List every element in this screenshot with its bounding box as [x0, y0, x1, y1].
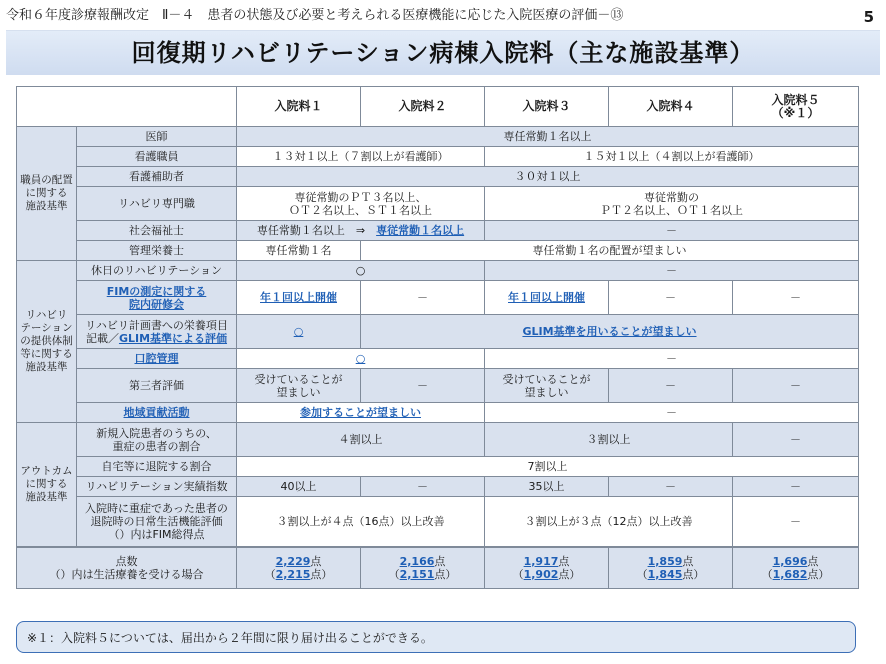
points-1-sub-unit: 点）	[310, 567, 333, 581]
social-12-text: 専任常勤１名以上 ⇒	[256, 224, 377, 237]
points-2-sub-unit: 点）	[434, 567, 457, 581]
label-points	[17, 547, 237, 589]
cell-severe-5: －	[733, 423, 859, 457]
cell-points-1	[237, 547, 361, 589]
label-community	[77, 403, 237, 423]
points-4-sub: 1,845	[647, 567, 683, 581]
plan-label-line1: リハビリ計画書への栄養項目	[85, 318, 228, 332]
social-12-revised: 専従常勤１名以上	[376, 224, 465, 237]
points-5-sub: 1,682	[772, 567, 808, 581]
cell-points-2	[361, 547, 485, 589]
cell-plan-1: ○	[237, 315, 361, 349]
cat3-line3: 施設基準	[25, 490, 68, 503]
cell-third-2: －	[361, 369, 485, 403]
points-4-sub-unit: 点）	[682, 567, 705, 581]
label-doctor: 医師	[77, 127, 237, 147]
cat3-line2: に関する	[25, 477, 68, 490]
cell-dietitian-2-5: 専任常勤１名の配置が望ましい	[361, 241, 859, 261]
category-staffing	[17, 127, 77, 261]
cat1-line2: に関する	[25, 187, 68, 199]
cell-social-12	[237, 221, 485, 241]
cat2-line1: リハビリ	[25, 309, 68, 321]
label-holiday-rehab: 休日のリハビリテーション	[77, 261, 237, 281]
row-improvement	[17, 497, 859, 547]
cell-rehab-staff-12	[237, 187, 485, 221]
third-3-line1: 受けていることが	[502, 372, 591, 386]
cell-third-1	[237, 369, 361, 403]
col-header-2: 入院料２	[361, 87, 485, 127]
points-3-open: （	[512, 567, 524, 581]
points-3-main: 1,917	[523, 554, 559, 568]
cell-severe-34: ３割以上	[485, 423, 733, 457]
cell-oral-345: －	[485, 349, 859, 369]
cell-improve-34: ３割以上が３点（12点）以上改善	[485, 497, 733, 547]
cell-third-5: －	[733, 369, 859, 403]
points-1-unit: 点	[310, 554, 322, 568]
rehab-staff-345-line2: ＰＴ２名以上、ＯＴ１名以上	[600, 203, 743, 217]
row-rehab-staff	[17, 187, 859, 221]
label-nutrition-plan	[77, 315, 237, 349]
points-2-sub: 2,151	[399, 567, 435, 581]
cell-home-discharge: 7割以上	[237, 457, 859, 477]
row-third-party	[17, 369, 859, 403]
cell-oral-12: ○	[237, 349, 485, 369]
row-social-worker	[17, 221, 859, 241]
cell-third-3	[485, 369, 609, 403]
oral-label-text: 口腔管理	[134, 352, 179, 365]
improve-label-line3: （）内はFIM総得点	[108, 527, 205, 541]
improve-label-line2: 退院時の日常生活機能評価	[90, 514, 223, 528]
plan-label-line2-b: GLIM基準による評価	[118, 331, 228, 345]
footnote-text: ※１：入院料５については、届出から２年間に限り届け出ることができる。	[27, 631, 433, 645]
row-doctor	[17, 127, 859, 147]
points-2-unit: 点	[434, 554, 446, 568]
points-1-main: 2,229	[275, 554, 311, 568]
cell-community-12: 参加することが望ましい	[237, 403, 485, 423]
cat2-line3: の提供体制	[20, 335, 73, 347]
cat1-line1: 職員の配置	[20, 174, 73, 186]
severe-label-line2: 重症の患者の割合	[112, 439, 201, 453]
plan-label-line2	[79, 332, 234, 345]
improve-label-line1: 入院時に重症であった患者の	[85, 501, 228, 515]
points-1-sub: 2,215	[275, 567, 311, 581]
rehab-staff-345-line1: 専従常勤の	[644, 190, 699, 204]
row-holiday-rehab	[17, 261, 859, 281]
cat2-line4: 等に関する	[20, 348, 73, 360]
cell-doctor: 専任常勤１名以上	[237, 127, 859, 147]
table-header-row	[17, 87, 859, 127]
points-5-main: 1,696	[772, 554, 808, 568]
row-aide	[17, 167, 859, 187]
rehab-staff-12-line1: 専従常勤のＰＴ３名以上、	[294, 190, 427, 204]
fim-label-line2: 院内研修会	[129, 297, 184, 311]
third-1-line1: 受けていることが	[254, 372, 343, 386]
col-header-5-label: 入院料５	[771, 92, 820, 107]
label-fim-training	[77, 281, 237, 315]
points-3-sub: 1,902	[523, 567, 559, 581]
page-title: 回復期リハビリテーション病棟入院料（主な施設基準）	[131, 39, 755, 67]
slide-header: 令和６年度診療報酬改定 Ⅱ－４ 患者の状態及び必要と考えられる医療機能に応じた入院医療の評価－⑬	[6, 8, 624, 23]
points-4-main: 1,859	[647, 554, 683, 568]
col-header-3: 入院料３	[485, 87, 609, 127]
cell-index-1: 40以上	[237, 477, 361, 497]
header-blank	[17, 87, 237, 127]
cell-holiday-12: ○	[237, 261, 485, 281]
points-2-open: （	[388, 567, 400, 581]
cell-points-4	[609, 547, 733, 589]
row-community	[17, 403, 859, 423]
label-social-worker: 社会福祉士	[77, 221, 237, 241]
cell-fim-2: －	[361, 281, 485, 315]
third-1-line2: 望ましい	[276, 385, 321, 399]
label-oral-care	[77, 349, 237, 369]
points-1-open: （	[264, 567, 276, 581]
cell-nurse-12: １３対１以上（７割以上が看護師）	[237, 147, 485, 167]
row-dietitian	[17, 241, 859, 261]
points-5-unit: 点	[807, 554, 819, 568]
page-number: 5	[863, 8, 874, 26]
row-severe-ratio	[17, 423, 859, 457]
points-4-open: （	[636, 567, 648, 581]
cell-plan-2-5: GLIM基準を用いることが望ましい	[361, 315, 859, 349]
plan-label-line2-a: 記載／	[85, 331, 119, 345]
label-home-discharge: 自宅等に退院する割合	[77, 457, 237, 477]
category-rehab-provision	[17, 261, 77, 423]
cell-third-4: －	[609, 369, 733, 403]
cell-aide: ３０対１以上	[237, 167, 859, 187]
cell-fim-1: 年１回以上開催	[237, 281, 361, 315]
points-label-line1: 点数	[115, 554, 138, 568]
cell-points-3	[485, 547, 609, 589]
title-band	[6, 30, 880, 75]
col-header-1: 入院料１	[237, 87, 361, 127]
label-rehab-staff: リハビリ専門職	[77, 187, 237, 221]
row-home-discharge	[17, 457, 859, 477]
category-outcome	[17, 423, 77, 547]
points-5-open: （	[761, 567, 773, 581]
label-dietitian: 管理栄養士	[77, 241, 237, 261]
third-3-line2: 望ましい	[524, 385, 569, 399]
cat1-line3: 施設基準	[25, 200, 68, 212]
cat2-line5: 施設基準	[25, 361, 68, 373]
cell-severe-12: ４割以上	[237, 423, 485, 457]
points-3-unit: 点	[558, 554, 570, 568]
cell-points-5	[733, 547, 859, 589]
col-header-4: 入院料４	[609, 87, 733, 127]
cell-fim-3: 年１回以上開催	[485, 281, 609, 315]
cell-social-345: －	[485, 221, 859, 241]
cell-community-345: －	[485, 403, 859, 423]
cat2-line2: テーション	[20, 322, 73, 334]
facility-criteria-table	[16, 86, 859, 589]
cell-rehab-staff-345	[485, 187, 859, 221]
row-oral-care	[17, 349, 859, 369]
cell-fim-4: －	[609, 281, 733, 315]
row-points	[17, 547, 859, 589]
points-3-sub-unit: 点）	[558, 567, 581, 581]
points-4-unit: 点	[682, 554, 694, 568]
cell-nurse-345: １５対１以上（４割以上が看護師）	[485, 147, 859, 167]
col-header-5	[733, 87, 859, 127]
cell-holiday-345: －	[485, 261, 859, 281]
cell-improve-5: －	[733, 497, 859, 547]
footnote-box	[16, 621, 856, 653]
label-severe-ratio	[77, 423, 237, 457]
fim-label-line1: FIMの測定に関する	[106, 284, 207, 298]
row-nutrition-plan	[17, 315, 859, 349]
cell-fim-5: －	[733, 281, 859, 315]
col-header-5-note: （※１）	[771, 105, 820, 120]
rehab-staff-12-line2: ＯＴ２名以上、ＳＴ１名以上	[289, 203, 432, 217]
cell-index-3: 35以上	[485, 477, 609, 497]
severe-label-line1: 新規入院患者のうちの、	[96, 426, 217, 440]
label-rehab-index: リハビリテーション実績指数	[77, 477, 237, 497]
row-rehab-index	[17, 477, 859, 497]
cell-index-4: －	[609, 477, 733, 497]
points-label-line2: （）内は生活療養を受ける場合	[49, 567, 204, 581]
points-5-sub-unit: 点）	[807, 567, 830, 581]
community-label-text: 地域貢献活動	[123, 406, 190, 419]
label-aide: 看護補助者	[77, 167, 237, 187]
label-improvement	[77, 497, 237, 547]
cat3-line1: アウトカム	[20, 464, 73, 477]
row-nurse	[17, 147, 859, 167]
points-2-main: 2,166	[399, 554, 435, 568]
label-third-party: 第三者評価	[77, 369, 237, 403]
label-nurse: 看護職員	[77, 147, 237, 167]
row-fim-training	[17, 281, 859, 315]
cell-dietitian-1: 専任常勤１名	[237, 241, 361, 261]
cell-index-5: －	[733, 477, 859, 497]
cell-index-2: －	[361, 477, 485, 497]
cell-improve-12: ３割以上が４点（16点）以上改善	[237, 497, 485, 547]
